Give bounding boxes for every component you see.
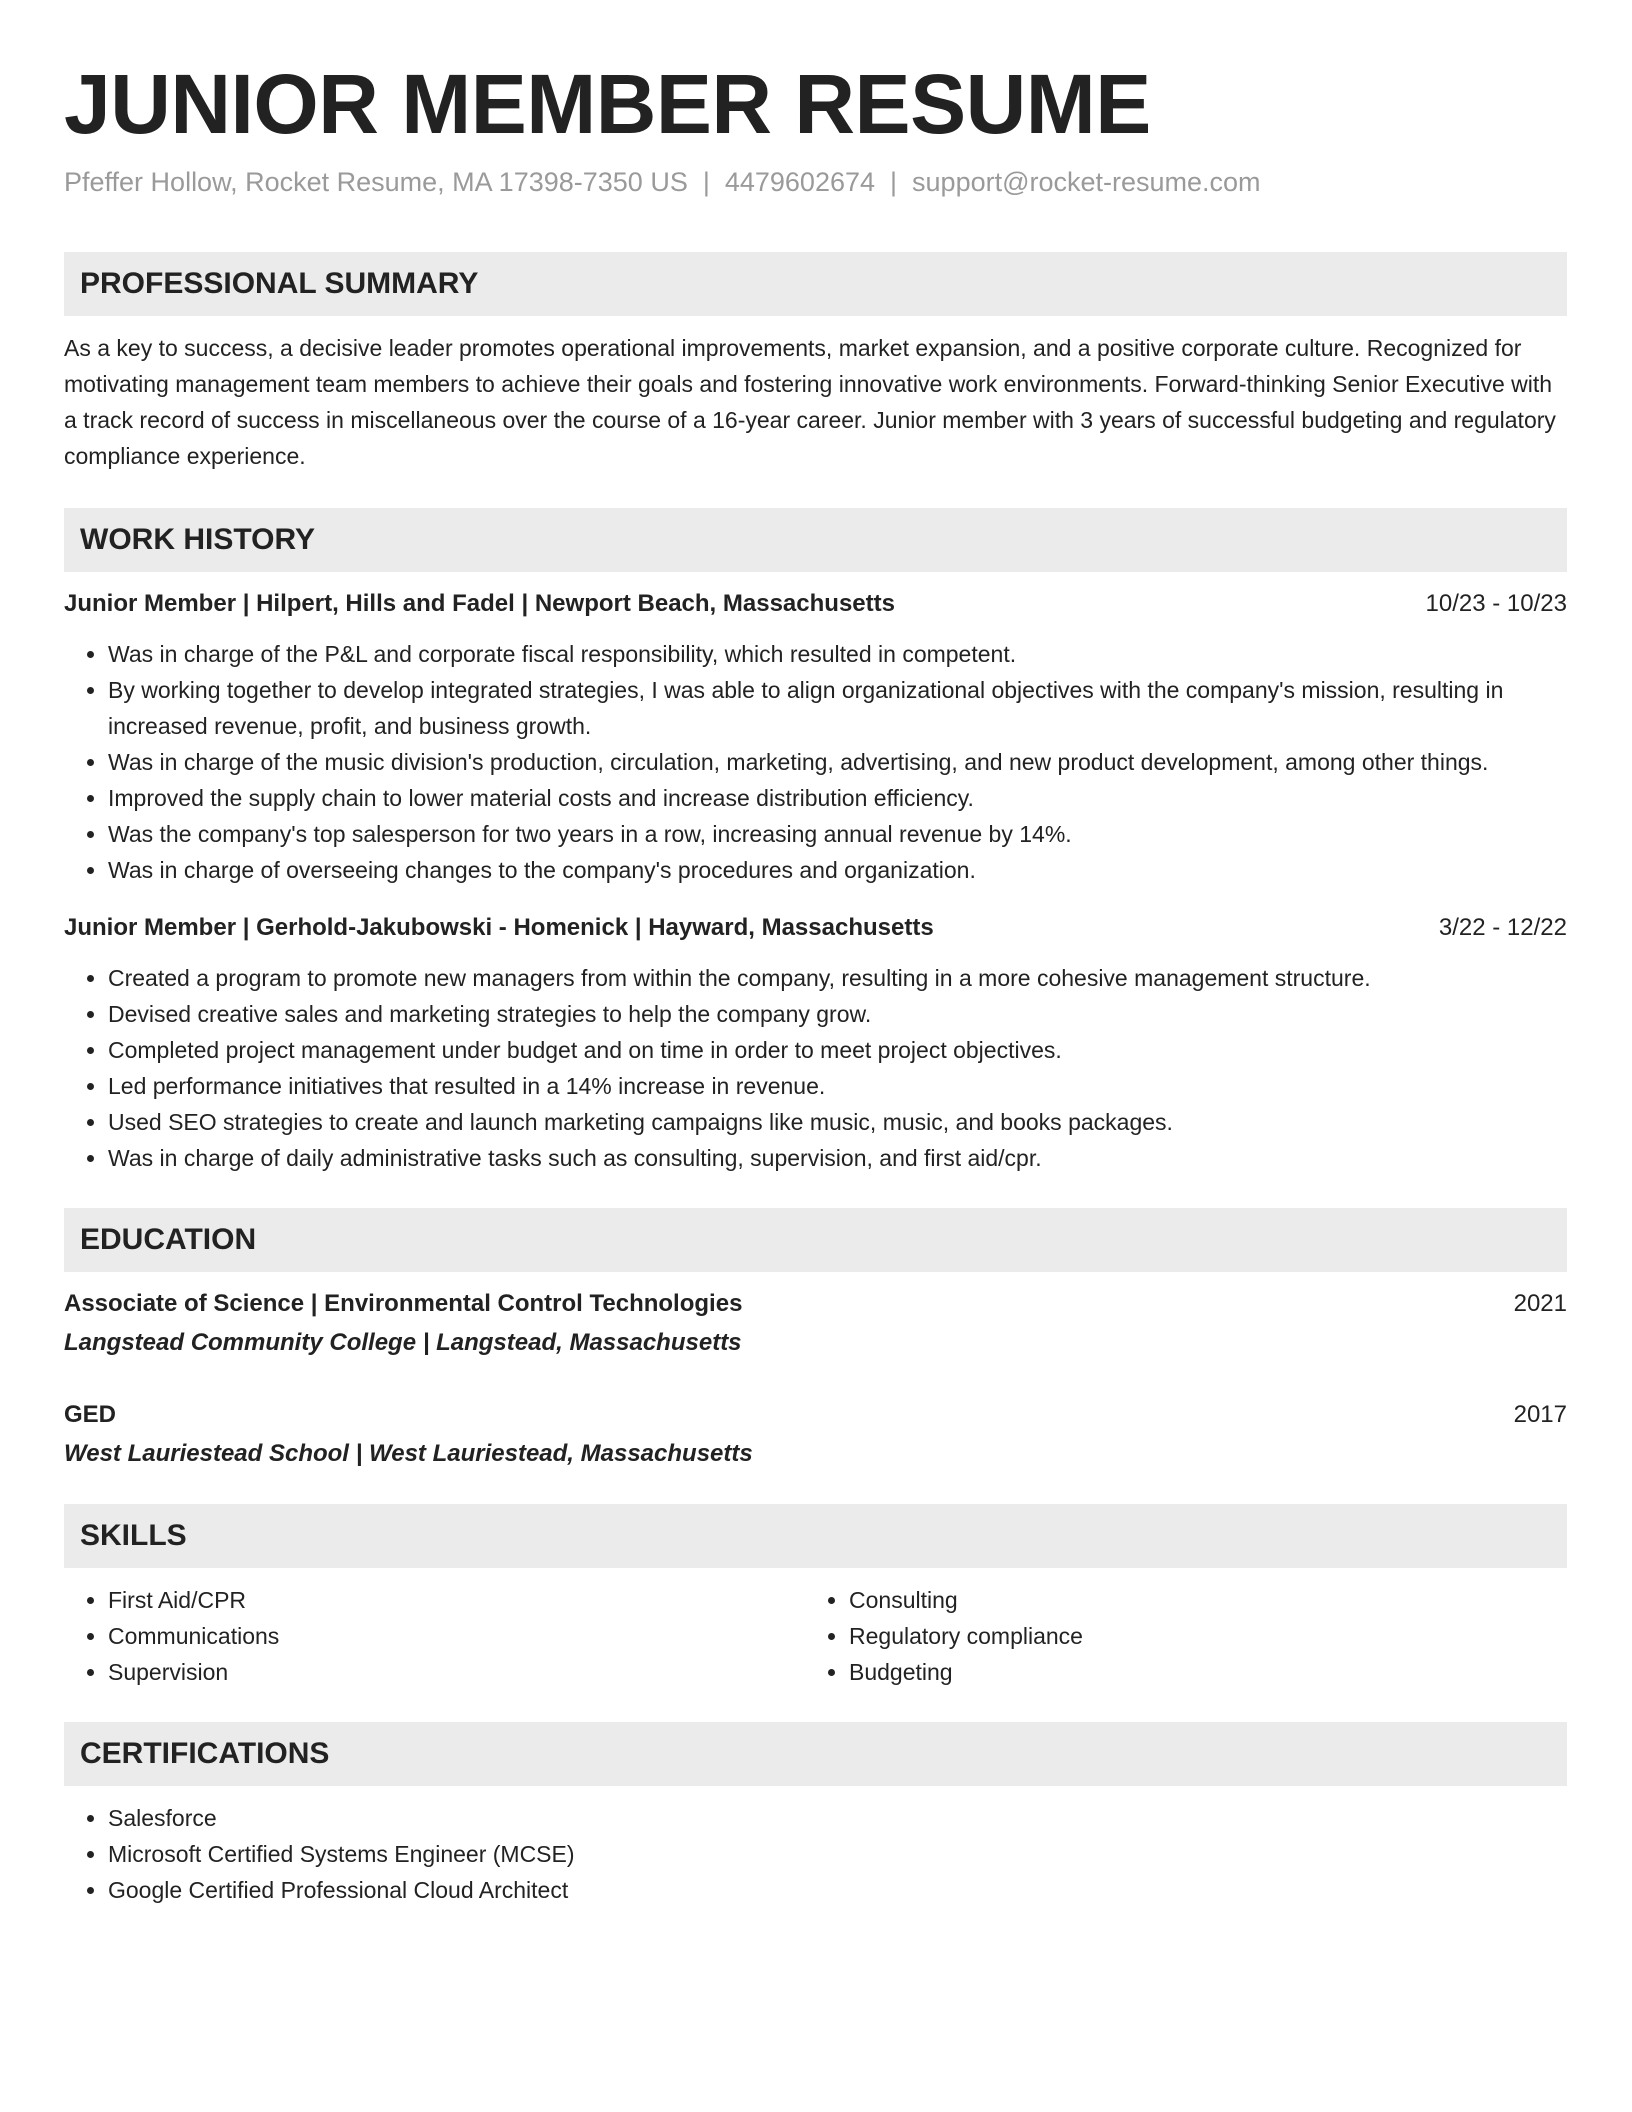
skill-item: • Consulting — [849, 1582, 1546, 1618]
job-bullet: • Completed project management under budget and on time in order to meet project objectives. — [108, 1032, 1567, 1068]
education-entry — [64, 1397, 1567, 1472]
job-bullet: • Was in charge of overseeing changes to the company's procedures and organization. — [108, 852, 1567, 888]
job-entry — [64, 910, 1567, 1176]
education-degree: GED — [64, 1401, 117, 1428]
contact-address: Pfeffer Hollow, Rocket Resume, MA 17398-7350 US — [64, 167, 688, 197]
job-entry — [64, 586, 1567, 888]
skill-item: • Budgeting — [849, 1654, 1546, 1690]
job-dates: 10/23 - 10/23 — [1425, 590, 1567, 617]
skills-column-right — [805, 1582, 1546, 1690]
job-bullet: • Was in charge of the music division's production, circulation, marketing, advertising, and new product development, among other things. — [108, 744, 1567, 780]
job-dates: 3/22 - 12/22 — [1438, 914, 1567, 941]
job-bullet: • Was the company's top salesperson for two years in a row, increasing annual revenue by 14%. — [108, 816, 1567, 852]
job-bullet: • Created a program to promote new managers from within the company, resulting in a more cohesive management structure. — [108, 960, 1567, 996]
certifications-list — [64, 1800, 1567, 1908]
job-bullet: • Led performance initiatives that resulted in a 14% increase in revenue. — [108, 1068, 1567, 1104]
job-bullets — [64, 960, 1567, 1176]
education-header — [64, 1286, 1567, 1322]
job-bullet: • Improved the supply chain to lower material costs and increase distribution efficiency. — [108, 780, 1567, 816]
job-bullet: • Was in charge of daily administrative tasks such as consulting, supervision, and first aid/cpr. — [108, 1140, 1567, 1176]
job-header — [64, 910, 1567, 946]
resume-title: JUNIOR MEMBER RESUME — [64, 57, 1151, 151]
job-bullet: • By working together to develop integrated strategies, I was able to align organizational objectives with the company's mission, resulting in increased revenue, profit, and business growth. — [108, 672, 1567, 744]
contact-phone: 4479602674 — [724, 167, 876, 197]
skills-grid — [64, 1568, 1567, 1690]
section-header-certifications: CERTIFICATIONS — [64, 1722, 1567, 1786]
contact-separator: | — [890, 167, 898, 197]
education-year: 2021 — [1513, 1290, 1567, 1317]
contact-separator: | — [702, 167, 710, 197]
summary-text: As a key to success, a decisive leader promotes operational improvements, market expansion, and a positive corporate culture. Recognized for motivating management team members to achieve their goals and fostering innovative work environments. Forward-thinking Senior Executive with a track record of success in miscellaneous over the course of a 16-year career. Junior member with 3 years of successful budgeting and regulatory compliance experience. — [64, 335, 1556, 469]
resume-page — [64, 52, 1567, 1908]
job-title: Junior Member | Gerhold-Jakubowski - Homenick | Hayward, Massachusetts — [64, 914, 934, 941]
contact-line — [64, 164, 1567, 200]
job-bullet: • Devised creative sales and marketing strategies to help the company grow. — [108, 996, 1567, 1032]
certification-item: • Google Certified Professional Cloud Architect — [108, 1872, 1567, 1908]
education-year: 2017 — [1513, 1401, 1567, 1428]
skill-item: • Regulatory compliance — [849, 1618, 1546, 1654]
education-degree: Associate of Science | Environmental Control Technologies — [64, 1290, 743, 1317]
certification-item: • Salesforce — [108, 1800, 1567, 1836]
section-header-summary: PROFESSIONAL SUMMARY — [64, 252, 1567, 316]
skill-item: • First Aid/CPR — [108, 1582, 805, 1618]
skill-item: • Communications — [108, 1618, 805, 1654]
job-bullets — [64, 636, 1567, 888]
education-entry — [64, 1286, 1567, 1361]
job-title: Junior Member | Hilpert, Hills and Fadel | Newport Beach, Massachusetts — [64, 590, 895, 617]
section-header-education: EDUCATION — [64, 1208, 1567, 1272]
education-school: Langstead Community College | Langstead, Massachusetts — [64, 1329, 742, 1356]
contact-email: support@rocket-resume.com — [912, 167, 1261, 197]
job-bullet: • Used SEO strategies to create and launch marketing campaigns like music, music, and books packages. — [108, 1104, 1567, 1140]
section-header-work-history: WORK HISTORY — [64, 508, 1567, 572]
job-header — [64, 586, 1567, 622]
certification-item: • Microsoft Certified Systems Engineer (MCSE) — [108, 1836, 1567, 1872]
skill-item: • Supervision — [108, 1654, 805, 1690]
section-header-skills: SKILLS — [64, 1504, 1567, 1568]
job-bullet: • Was in charge of the P&L and corporate fiscal responsibility, which resulted in competent. — [108, 636, 1567, 672]
skills-column-left — [64, 1582, 805, 1690]
education-school: West Lauriestead School | West Lauriestead, Massachusetts — [64, 1440, 753, 1467]
education-header — [64, 1397, 1567, 1433]
